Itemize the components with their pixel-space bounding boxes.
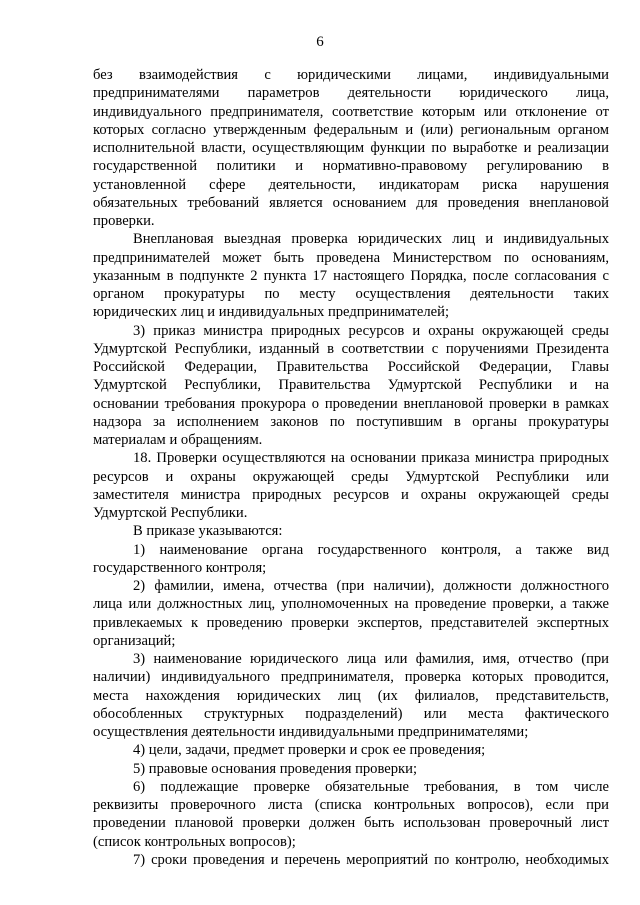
text-line: 1) наименование органа государственного контроля, а также вид [133, 541, 609, 558]
text-line: предпринимателями параметров деятельности юридического лица, [93, 85, 609, 102]
text-line: В приказе указываются: [133, 523, 283, 540]
document-body [93, 66, 609, 869]
text-line: предпринимателей может быть проведена Министерством по основаниям, [93, 249, 609, 266]
text-line: юридических лиц и индивидуальных предпринимателей; [93, 304, 450, 321]
text-line: 4) цели, задачи, предмет проверки и срок ее проведения; [133, 742, 486, 759]
text-line: надзора за исполнением законов по поступившим в органы прокуратуры [93, 413, 609, 430]
paragraph-p2 [93, 230, 609, 321]
text-line: 7) сроки проведения и перечень мероприятий по контролю, необходимых [133, 851, 609, 868]
paragraph-p6 [93, 541, 609, 578]
text-line: индивидуального предпринимателя, соответствие которым или отклонение от [93, 103, 609, 120]
text-line: которых согласно утвержденным федеральным и (или) региональным органом [93, 121, 609, 138]
text-line: указанным в подпункте 2 пункта 17 настоящего Порядка, после согласования с [93, 267, 609, 284]
paragraph-p3 [93, 322, 609, 450]
paragraph-p5 [93, 522, 609, 540]
text-line: лица или должностных лиц, уполномоченных на проведение проверки, а также [93, 596, 609, 613]
text-line: органом прокуратуры по месту осуществления деятельности таких [93, 286, 609, 302]
text-line: исполнительной власти, осуществляющим функции по выработке и реализации [93, 140, 609, 156]
text-line: осуществления деятельности индивидуальными предпринимателями; [93, 724, 529, 740]
text-line: места нахождения юридических лиц (их филиалов, представительств, [93, 687, 609, 704]
text-line: обособленных структурных подразделений) или места фактического [93, 705, 609, 722]
text-line: заместителя министра природных ресурсов и охраны окружающей среды [93, 486, 609, 503]
text-line: Российской Федерации, Правительства Российской Федерации, Главы [93, 359, 609, 375]
text-line: проведении плановой проверки должен быть использован проверочный лист [93, 815, 609, 832]
text-line: ресурсов и охраны окружающей среды Удмуртской Республики или [93, 468, 609, 485]
text-line: обязательных требований является основанием для проведения внеплановой [93, 194, 609, 211]
paragraph-p12 [93, 851, 609, 869]
text-line: Удмуртской Республики. [93, 505, 248, 521]
text-line: проверки. [93, 213, 155, 229]
text-line: 5) правовые основания проведения проверки; [133, 760, 418, 777]
text-line: 2) фамилии, имена, отчества (при наличии), должности должностного [133, 578, 609, 594]
paragraph-p9 [93, 741, 609, 759]
paragraph-p4 [93, 449, 609, 522]
paragraph-p8 [93, 650, 609, 741]
text-line: государственного контроля; [93, 559, 267, 576]
text-line: Удмуртской Республики, Правительства Удмуртской Республики и на [93, 377, 609, 394]
text-line: основании требования прокурора о проведении внеплановой проверки в рамках [93, 395, 609, 412]
text-line: без взаимодействия с юридическими лицами, индивидуальными [93, 67, 609, 83]
text-line: (список контрольных вопросов); [93, 833, 296, 850]
page-number: 6 [316, 34, 324, 50]
text-line: наличии) индивидуального предпринимателя, проверка которых проводится, [93, 669, 609, 686]
text-line: 6) подлежащие проверке обязательные требования, в том числе [133, 778, 609, 795]
text-line: 3) наименование юридического лица или фамилия, имя, отчество (при [133, 651, 609, 667]
text-line: государственной политики и нормативно-правовому регулированию в [93, 158, 609, 175]
text-line: Удмуртской Республики, изданный в соответствии с поручениями Президента [93, 340, 609, 357]
paragraph-p1 [93, 66, 609, 230]
text-line: организаций; [93, 632, 176, 649]
text-line: материалам и обращениям. [93, 432, 263, 448]
text-line: 18. Проверки осуществляются на основании приказа министра природных [133, 450, 609, 467]
paragraph-p10 [93, 760, 609, 778]
text-line: установленной сфере деятельности, индикаторам риска нарушения [93, 176, 609, 193]
text-line: Внеплановая выездная проверка юридических лиц и индивидуальных [133, 231, 609, 248]
paragraph-p11 [93, 778, 609, 851]
text-line: реквизиты проверочного листа (списка контрольных вопросов), если при [93, 797, 609, 813]
text-line: 3) приказ министра природных ресурсов и охраны окружающей среды [133, 322, 609, 339]
paragraph-p7 [93, 577, 609, 650]
text-line: привлекаемых к проведению проверки экспертов, представителей экспертных [93, 614, 609, 631]
